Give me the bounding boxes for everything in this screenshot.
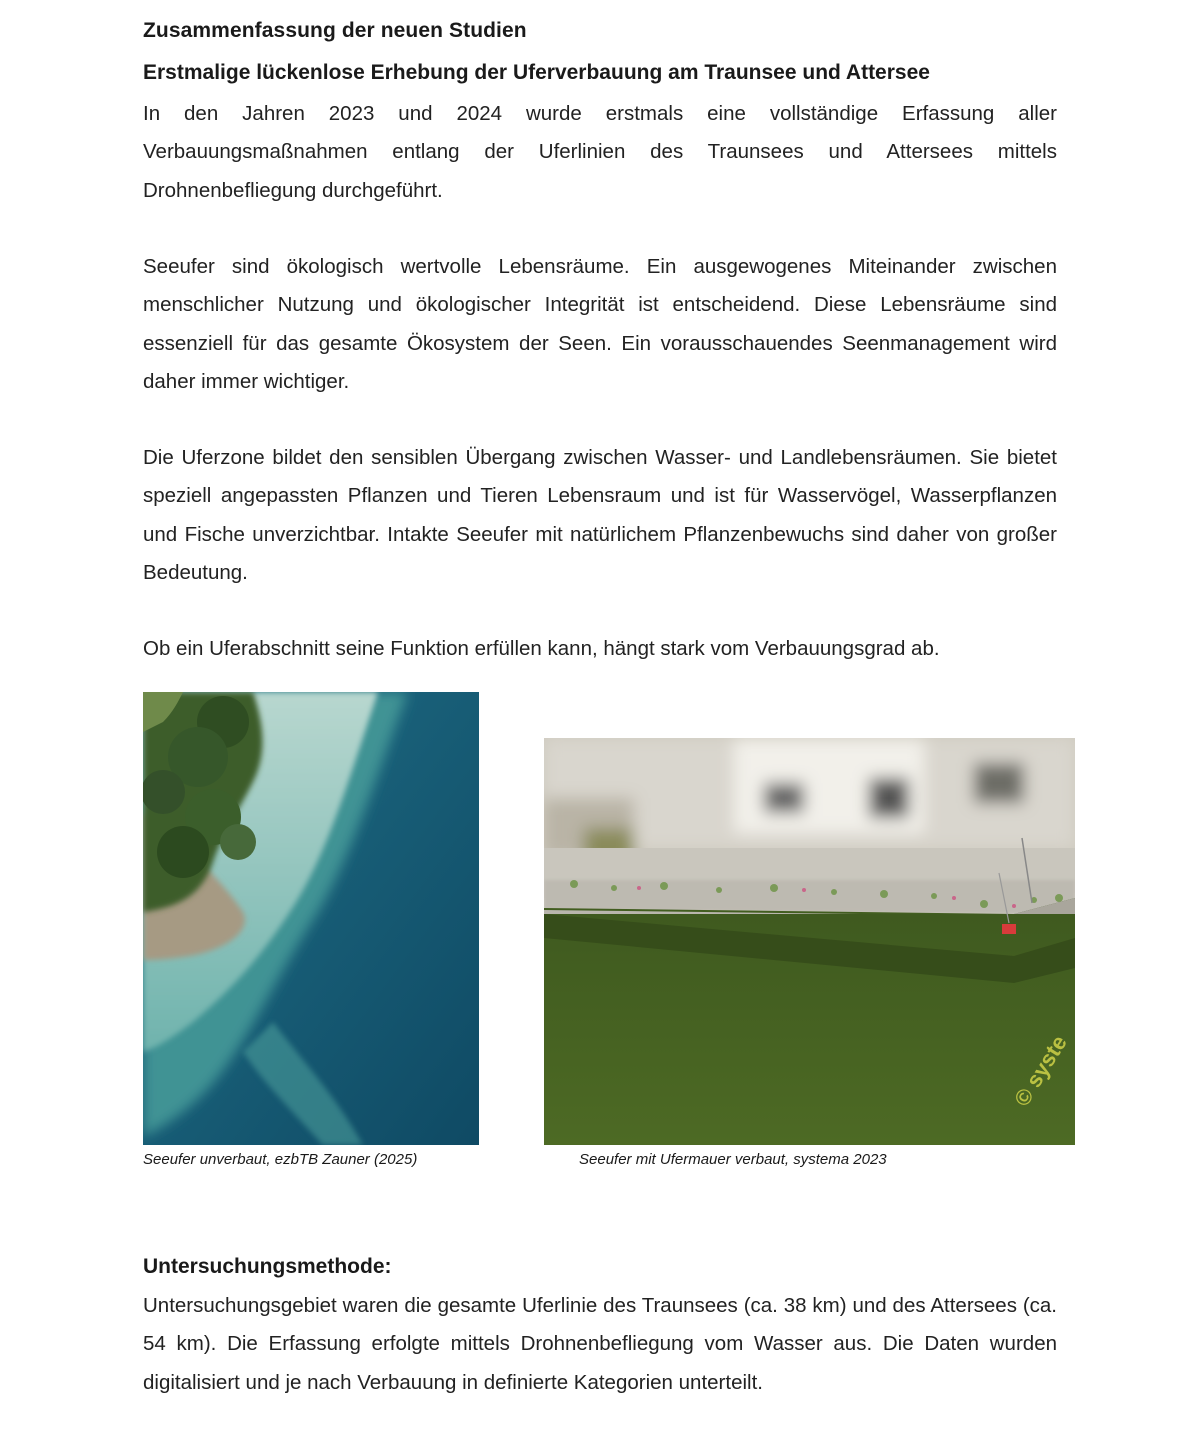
paragraph-habitat: Seeufer sind ökologisch wertvolle Lebensräume. Ein ausgewogenes Miteinander zwischen menschlicher Nutzung und ökologischer Integrität ist entscheidend. Diese Lebensräume sind essenziell für das gesamte Ökosystem der Seen. Ein vorausschauendes Seenmanagement wird daher immer wichtiger. xyxy=(143,255,1057,393)
caption-natural-shore: Seeufer unverbaut, ezbTB Zauner (2025) xyxy=(143,1151,418,1168)
main-heading: Zusammenfassung der neuen Studien xyxy=(143,19,527,42)
paragraph-function: Ob ein Uferabschnitt seine Funktion erfüllen kann, hängt stark vom Verbauungsgrad ab. xyxy=(143,637,940,660)
paragraph-intro: In den Jahren 2023 und 2024 wurde erstmals eine vollständige Erfassung aller Verbauungsmaßnahmen entlang der Uferlinien des Traunsees und Attersees mittels Drohnenbefliegung durchgeführt. xyxy=(143,102,1057,202)
method-heading: Untersuchungsmethode: xyxy=(143,1255,392,1278)
sub-heading: Erstmalige lückenlose Erhebung der Uferverbauung am Traunsee und Attersee xyxy=(143,61,930,84)
paragraph-shore-zone: Die Uferzone bildet den sensiblen Übergang zwischen Wasser- und Landlebensräumen. Sie bietet speziell angepassten Pflanzen und Tieren Lebensraum und ist für Wasservögel, Wasserpflanzen und Fische unverzichtbar. Intakte Seeufer mit natürlichem Pflanzenbewuchs sind daher von großer Bedeutung. xyxy=(143,446,1057,584)
caption-walled-shore: Seeufer mit Ufermauer verbaut, systema 2023 xyxy=(579,1151,887,1168)
watermark: © syste xyxy=(1009,1030,1072,1111)
paragraph-method: Untersuchungsgebiet waren die gesamte Uferlinie des Traunsees (ca. 38 km) und des Attersees (ca. 54 km). Die Erfassung erfolgte mittels Drohnenbefliegung vom Wasser aus. Die Daten wurden digitalisiert und je nach Verbauung in definierte Kategorien unterteilt. xyxy=(143,1294,1057,1394)
photo-walled-shore xyxy=(544,738,1075,1145)
photo-natural-shore xyxy=(143,692,479,1145)
